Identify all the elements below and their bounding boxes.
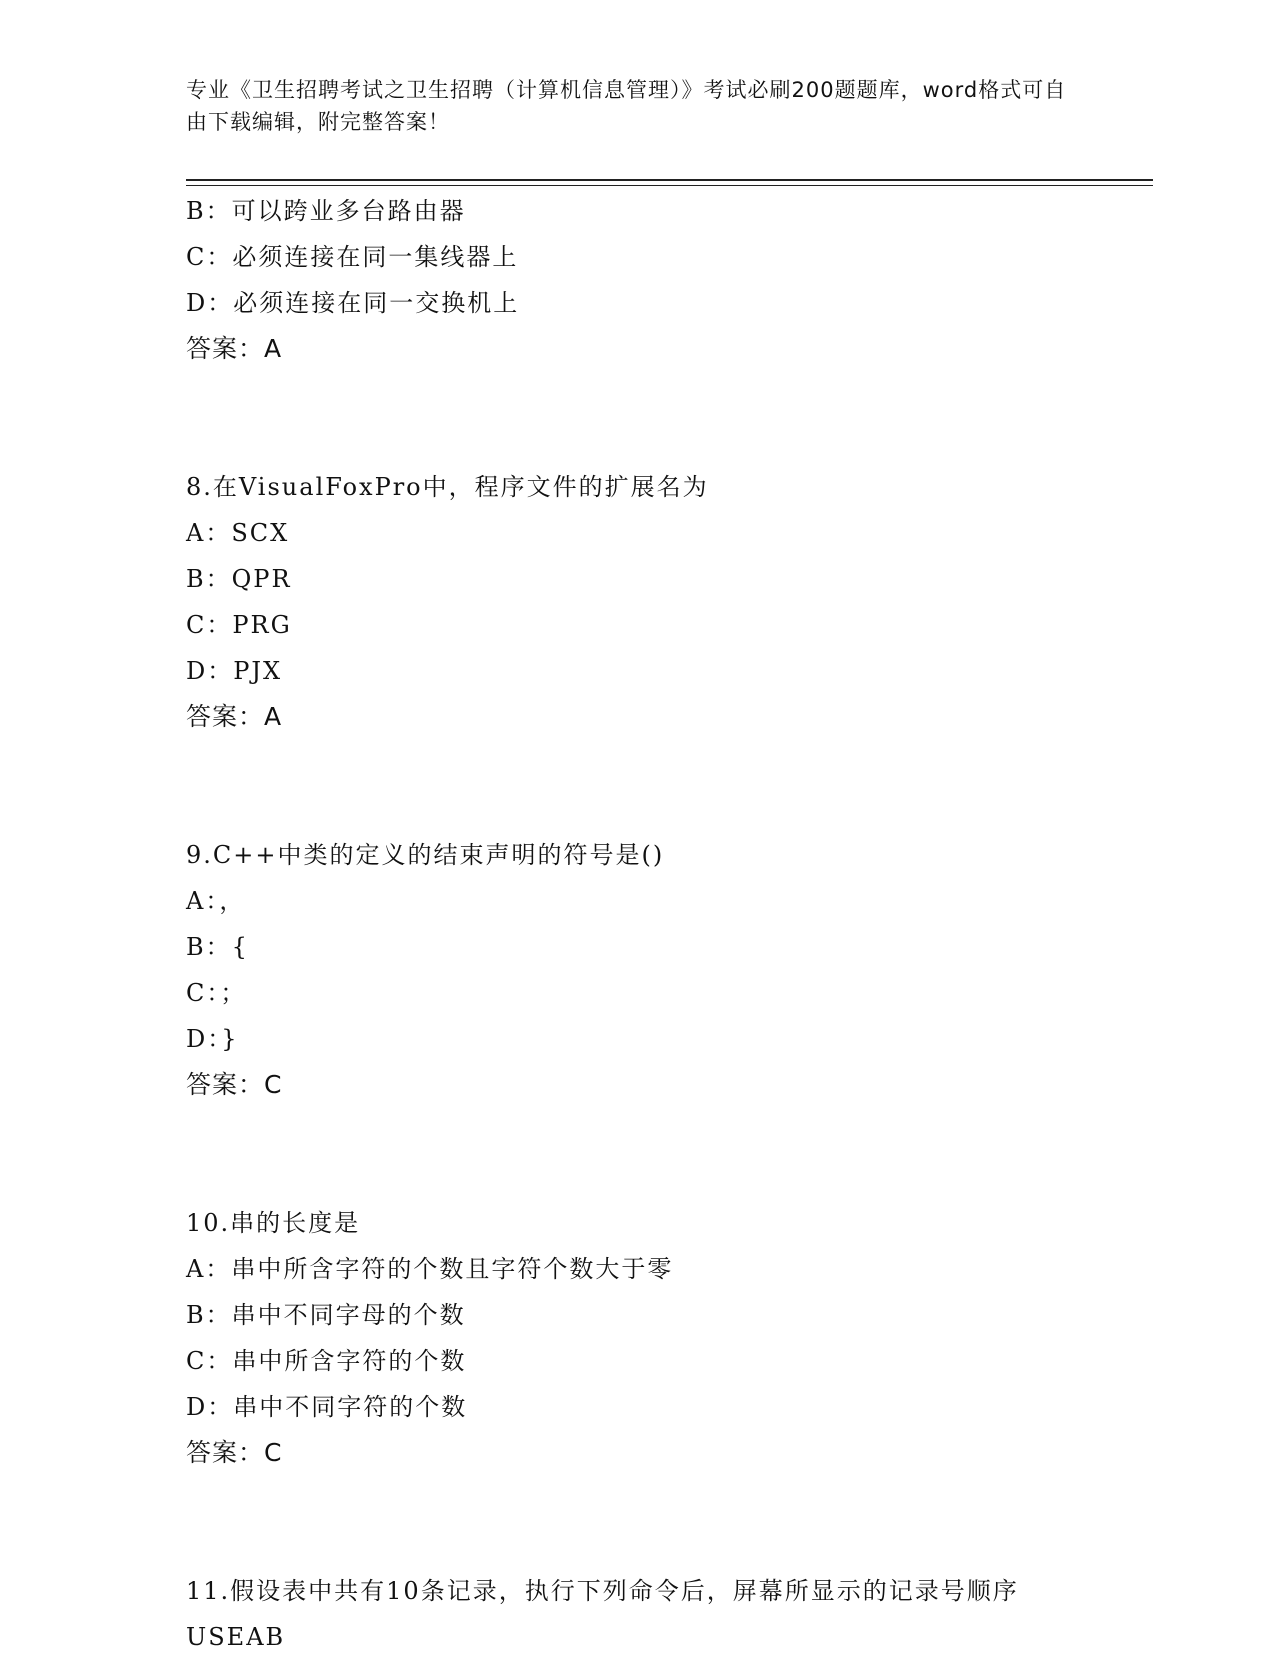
answer-label: 答案：A <box>186 334 283 363</box>
option-d: D：必须连接在同一交换机上 <box>186 289 520 317</box>
option-c: C：串中所含字符的个数 <box>186 1347 467 1375</box>
option-b: B：可以跨业多台路由器 <box>186 197 466 225</box>
option-a: A：串中所含字符的个数且字符个数大于零 <box>186 1255 674 1283</box>
option-d: D：PJX <box>186 657 283 685</box>
document-header: 专业《卫生招聘考试之卫生招聘（计算机信息管理）》考试必刷200题题库，word格式可自由下载编辑，附完整答案！ <box>186 78 1067 134</box>
question-8 <box>186 464 1146 740</box>
option-a: A：SCX <box>186 519 290 547</box>
question-spacer <box>186 372 1146 464</box>
question-stem: 9.C++中类的定义的结束声明的符号是() <box>186 841 665 869</box>
option-d: D：} <box>186 1025 239 1053</box>
option-c: C：； <box>186 979 247 1007</box>
prev-question <box>186 188 1146 372</box>
header-divider <box>186 179 1153 186</box>
option-b: B：{ <box>186 933 249 961</box>
question-10 <box>186 1200 1146 1476</box>
answer-label: 答案：C <box>186 1070 283 1099</box>
option-a: A：， <box>186 887 246 915</box>
question-stem: 11.假设表中共有10条记录，执行下列命令后，屏幕所显示的记录号顺序USEAB <box>186 1577 1019 1651</box>
option-d: D：串中不同字符的个数 <box>186 1393 468 1421</box>
question-stem: 10.串的长度是 <box>186 1209 361 1237</box>
answer-label: 答案：A <box>186 702 283 731</box>
option-b: B：串中不同字母的个数 <box>186 1301 466 1329</box>
question-stem: 8.在VisualFoxPro中，程序文件的扩展名为 <box>186 473 709 501</box>
answer-label: 答案：C <box>186 1438 283 1467</box>
question-content <box>186 188 1146 1660</box>
question-spacer <box>186 740 1146 832</box>
question-spacer <box>186 1476 1146 1568</box>
option-b: B：QPR <box>186 565 292 593</box>
option-c: C：PRG <box>186 611 292 639</box>
question-9 <box>186 832 1146 1108</box>
question-11 <box>186 1568 1146 1660</box>
option-c: C：必须连接在同一集线器上 <box>186 243 519 271</box>
question-spacer <box>186 1108 1146 1200</box>
